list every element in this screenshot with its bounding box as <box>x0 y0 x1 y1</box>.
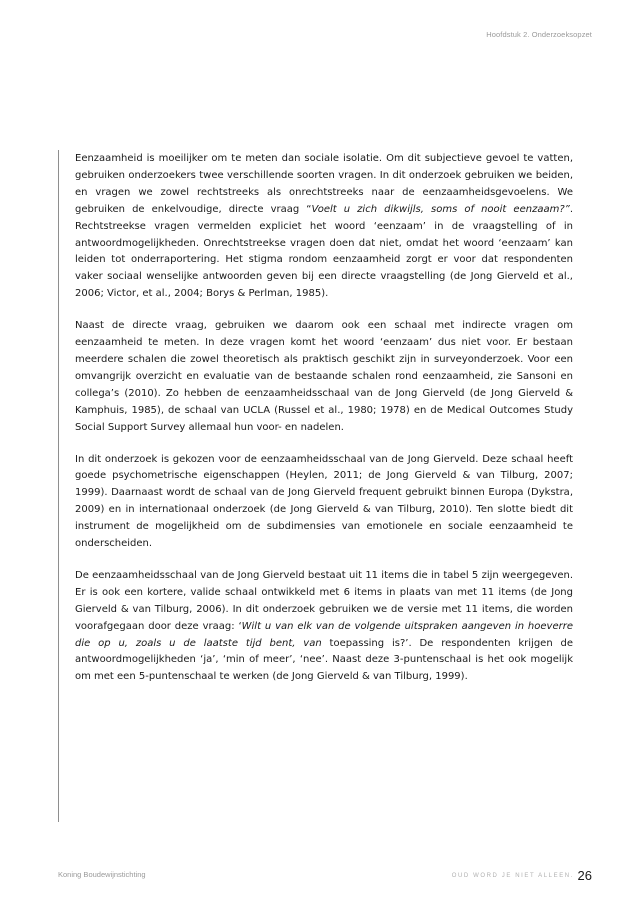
body-text <box>75 151 573 701</box>
paragraph-4 <box>75 568 573 686</box>
margin-rule <box>58 150 59 822</box>
paragraph-1-quote: Voelt u zich dikwijls, soms of nooit eenzaam?” <box>311 203 570 215</box>
paragraph-1-text-b: . Rechtstreekse vragen vermelden expliciet het woord ‘eenzaam’ in de vraagstelling of in antwoordmogelijkheden. Onrechtstreekse vragen doen dat niet, omdat het woord ‘eenzaam’ kan leiden tot onderraportering. Het stigma rondom eenzaamheid zorgt er voor dat respondenten vaker sociaal wenselijke antwoorden geven bij een directe vraagstelling (de Jong Gierveld et al., 2006; Victor, et al., 2004; Borys & Perlman, 1985). <box>75 203 573 300</box>
paragraph-4-text-a: De eenzaamheidsschaal van de Jong Gierveld bestaat uit 11 items die in tabel 5 zijn weergegeven. Er is ook een kortere, valide schaal ontwikkeld met 6 items in plaats van met 11 items (de Jong Gierveld & van Tilburg, 2006). In dit onderzoek gebruiken we de versie met 11 items, die worden voorafgegaan door deze vraag: ‘ <box>75 569 573 632</box>
footer-tagline: OUD WORD JE NIET ALLEEN. <box>451 873 574 879</box>
footer-publisher: Koning Boudewijnstichting <box>58 870 146 879</box>
page-number: 26 <box>577 868 592 883</box>
paragraph-4-quote: Wilt u van elk van de volgende uitspraken aangeven in hoeverre die op u, zoals u de laatste tijd bent, van <box>75 620 573 649</box>
running-header: Hoofdstuk 2. Onderzoeksopzet <box>486 30 592 39</box>
paragraph-1-text-a: Eenzaamheid is moeilijker om te meten dan sociale isolatie. Om dit subjectieve gevoel te vatten, gebruiken onderzoekers twee verschillende soorten vragen. In dit onderzoek gebruiken we beiden, en vragen we zowel rechtstreeks als onrechtstreeks naar de eenzaamheidsgevoelens. We gebruiken de enkelvoudige, directe vraag “ <box>75 153 573 215</box>
paragraph-2: Naast de directe vraag, gebruiken we daarom ook een schaal met indirecte vragen om eenzaamheid te meten. In deze vragen komt het woord ‘eenzaam’ dus niet voor. Er bestaan meerdere schalen die zowel theoretisch als praktisch geschikt zijn in surveyonderzoek. Voor een omvangrijk overzicht en evaluatie van de bestaande schalen rond eenzaamheid, zie Sansoni en collega’s (2010). Zo hebben de eenzaamheidsschaal van de Jong Gierveld (de Jong Gierveld & Kamphuis, 1985), de schaal van UCLA (Russel et al., 1980; 1978) en de Medical Outcomes Study Social Support Survey allemaal hun voor- en nadelen. <box>75 320 573 433</box>
paragraph-3: In dit onderzoek is gekozen voor de eenzaamheidsschaal van de Jong Gierveld. Deze schaal heeft goede psychometrische eigenschappen (Heylen, 2011; de Jong Gierveld & van Tilburg, 2007; 1999). Daarnaast wordt de schaal van de Jong Gierveld frequent gebruikt binnen Europa (Dykstra, 2009) en in internationaal onderzoek (de Jong Gierveld & van Tilburg, 2010). Ten slotte biedt dit instrument de mogelijkheid om de subdimensies van emotionele en sociale eenzaamheid te onderscheiden. <box>75 453 573 550</box>
paragraph-4-text-b: toepassing is?’. De respondenten krijgen de antwoordmogelijkheden ‘ja’, ‘min of meer’, ‘nee’. Naast deze 3-puntenschaal is het ook mogelijk om met een 5-puntenschaal te werken (de Jong Gierveld & van Tilburg, 1999). <box>75 637 574 683</box>
paragraph-1 <box>75 151 573 303</box>
